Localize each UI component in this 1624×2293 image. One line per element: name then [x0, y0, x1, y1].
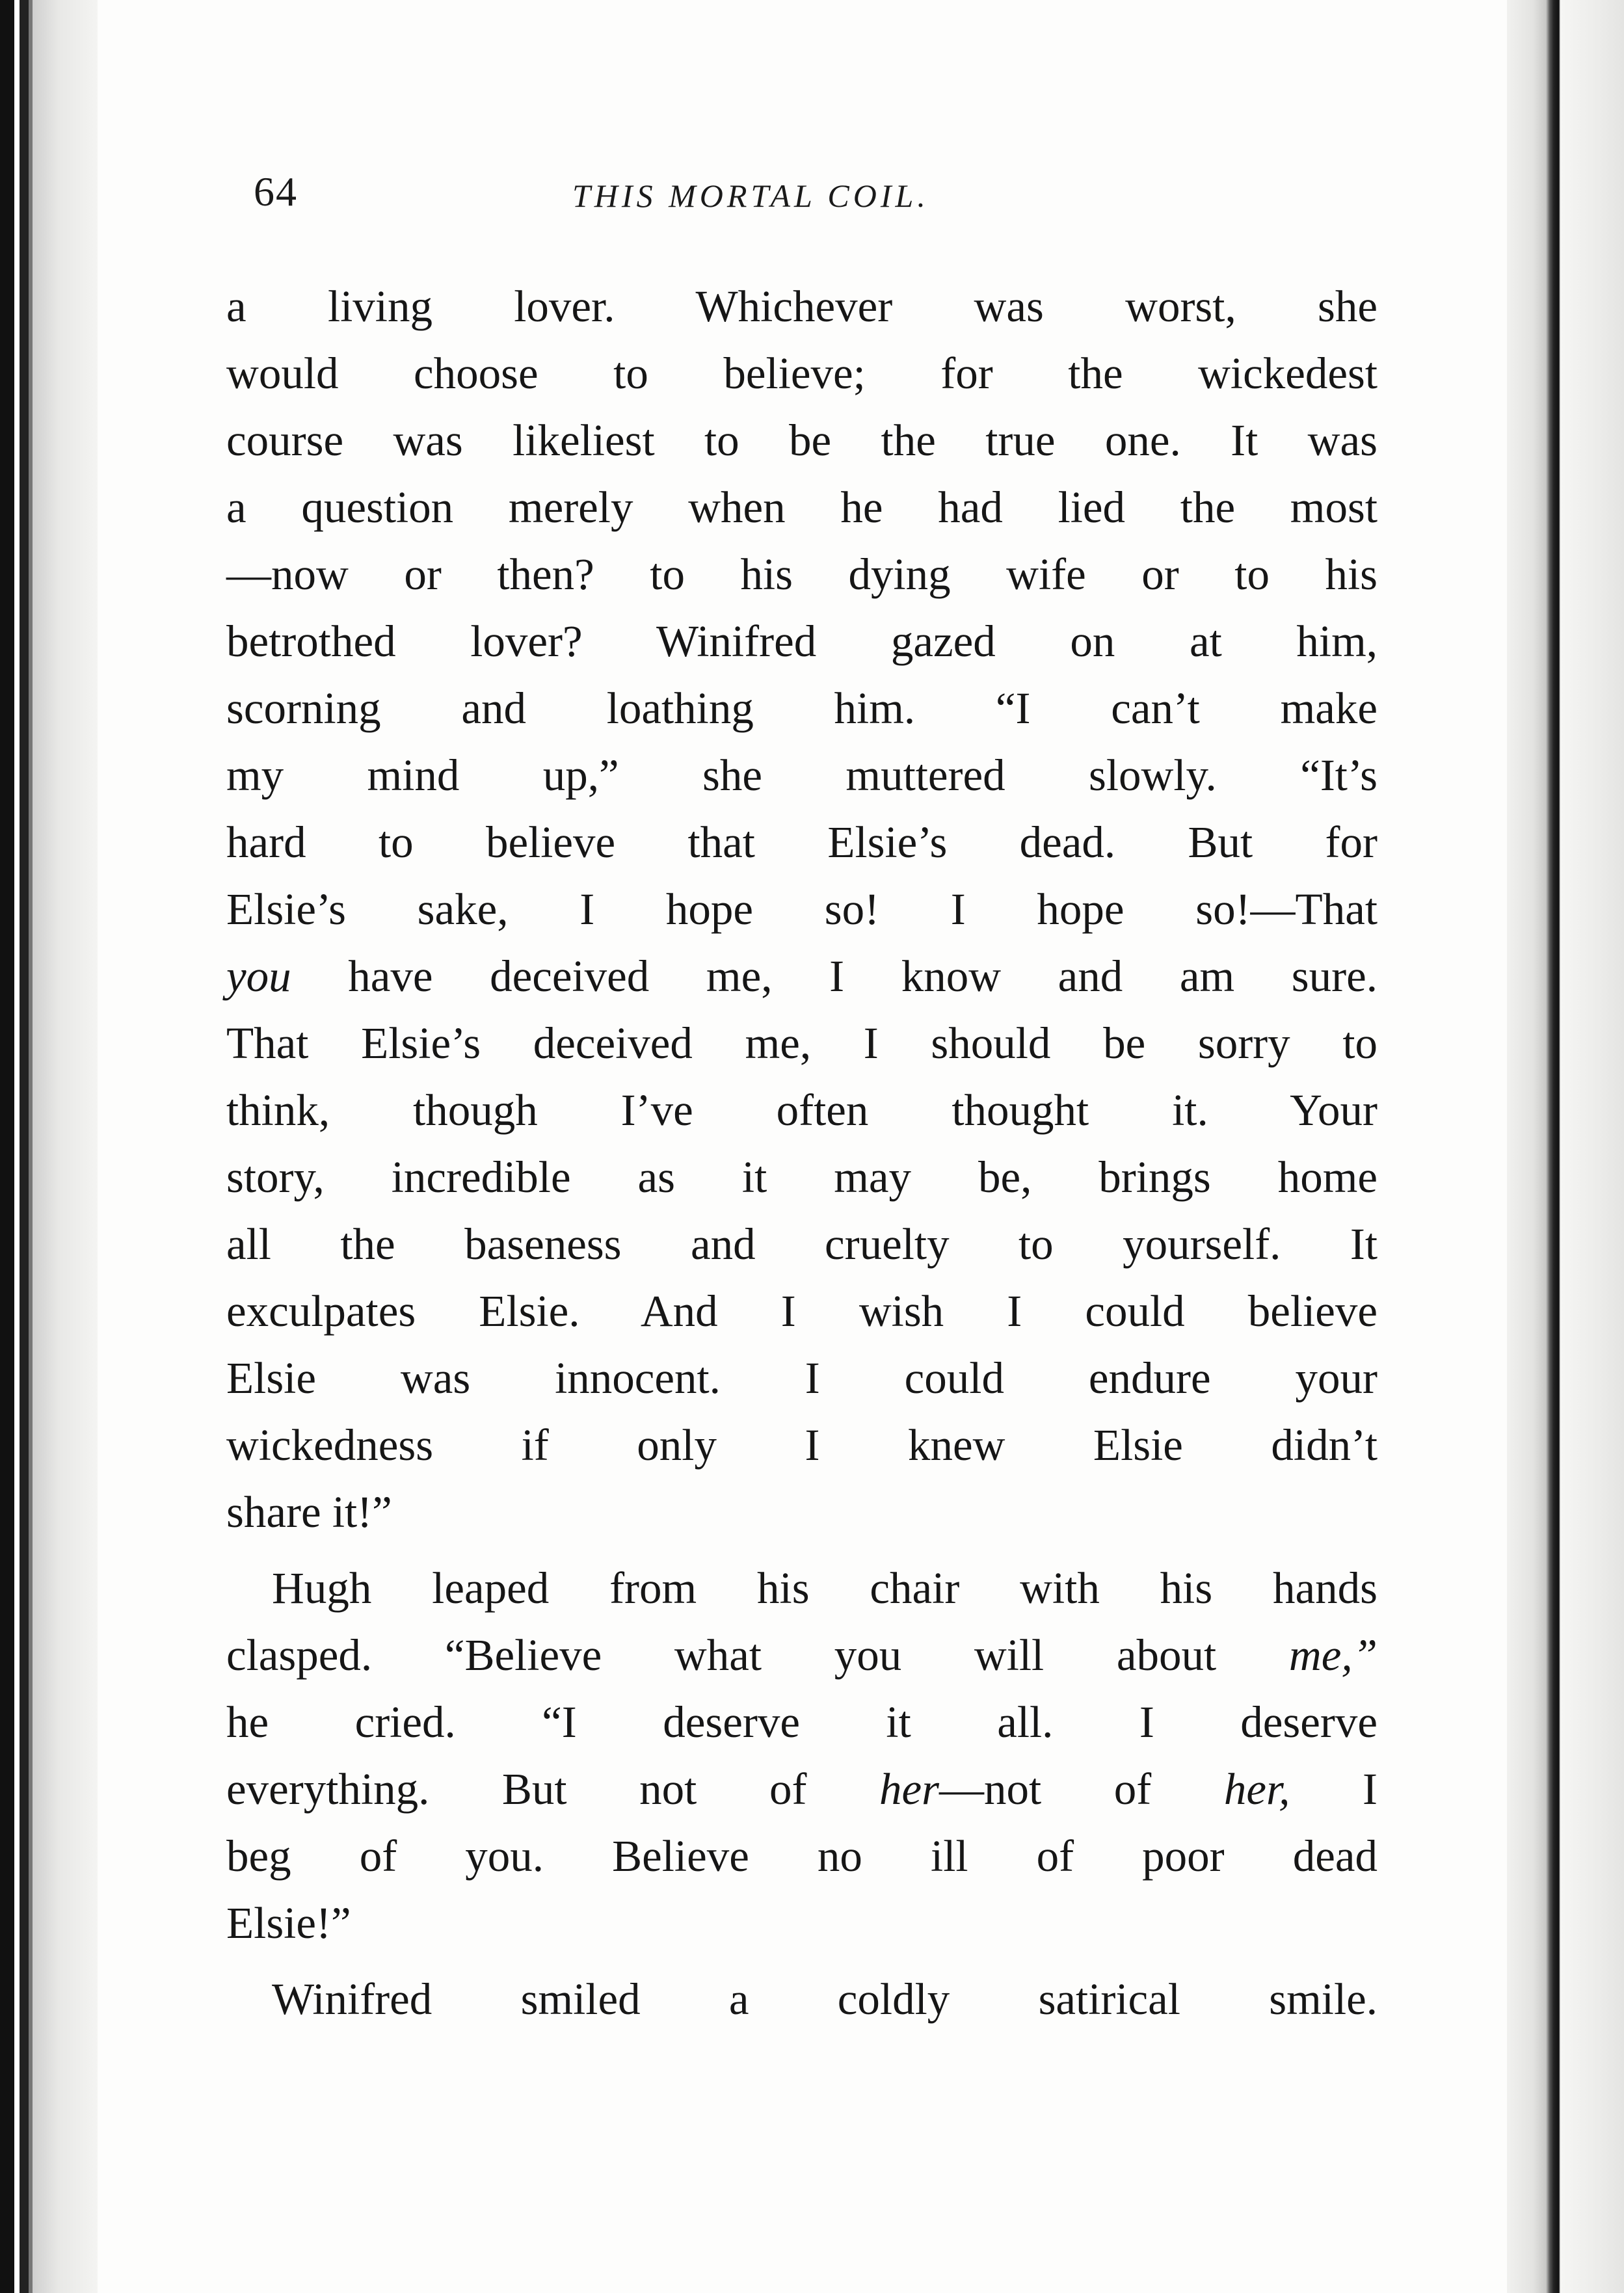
text-line: Elsie!” — [226, 1898, 351, 1948]
paragraph — [226, 1555, 1378, 1957]
text-line: hard to believe that Elsie’s dead. But for — [226, 817, 1378, 867]
text-line: scorning and loathing him. “I can’t make — [226, 683, 1378, 733]
text-line: a living lover. Whichever was worst, she — [226, 282, 1378, 331]
text-fragment: have deceived me, I know and am sure. — [348, 951, 1378, 1001]
text-line: beg of you. Believe no ill of poor dead — [226, 1831, 1378, 1881]
italic-word: me,” — [1288, 1630, 1378, 1680]
text-line: wickedness if only I knew Elsie didn’t — [226, 1420, 1378, 1470]
text-line: —now or then? to his dying wife or to his — [226, 550, 1378, 599]
book-binding-left-edge — [0, 0, 98, 2293]
text-line: think, though I’ve often thought it. Your — [226, 1085, 1378, 1135]
text-fragment: clasped. “Believe what you will about — [226, 1630, 1217, 1680]
text-line: share it!” — [226, 1487, 392, 1537]
italic-word: her — [879, 1764, 939, 1814]
text-line — [226, 1756, 1378, 1823]
page-number: 64 — [254, 168, 298, 215]
text-line: Winifred smiled a coldly satirical smile. — [272, 1974, 1378, 2024]
text-fragment: —not of — [939, 1764, 1152, 1814]
paragraph — [226, 273, 1378, 1546]
body-text — [226, 273, 1378, 2033]
text-line: a question merely when he had lied the most — [226, 483, 1378, 532]
italic-word: you — [226, 951, 291, 1001]
text-line: Elsie’s sake, I hope so! I hope so!—That — [226, 884, 1378, 934]
page-header — [254, 168, 1099, 226]
text-line: story, incredible as it may be, brings home — [226, 1152, 1378, 1202]
text-line — [226, 1622, 1378, 1689]
text-fragment: I — [1290, 1764, 1378, 1814]
text-line: betrothed lover? Winifred gazed on at him, — [226, 616, 1378, 666]
text-line: all the baseness and cruelty to yourself. It — [226, 1219, 1378, 1269]
italic-word: her, — [1223, 1764, 1290, 1814]
text-line — [226, 943, 1378, 1010]
text-line: would choose to believe; for the wickedest — [226, 349, 1378, 398]
text-line: my mind up,” she muttered slowly. “It’s — [226, 750, 1378, 800]
text-line: That Elsie’s deceived me, I should be sorry to — [226, 1018, 1378, 1068]
text-line: Hugh leaped from his chair with his hands — [272, 1563, 1378, 1613]
paragraph-gap — [226, 1957, 1378, 1966]
text-fragment: everything. But not of — [226, 1764, 807, 1814]
paragraph-gap — [226, 1546, 1378, 1555]
text-line: course was likeliest to be the true one. It was — [226, 416, 1378, 465]
running-title: THIS MORTAL COIL. — [572, 178, 929, 214]
book-binding-right-edge — [1507, 0, 1624, 2293]
text-line: he cried. “I deserve it all. I deserve — [226, 1697, 1378, 1747]
text-line: Elsie was innocent. I could endure your — [226, 1353, 1378, 1403]
text-line: exculpates Elsie. And I wish I could believe — [226, 1286, 1378, 1336]
paragraph — [226, 1966, 1378, 2033]
